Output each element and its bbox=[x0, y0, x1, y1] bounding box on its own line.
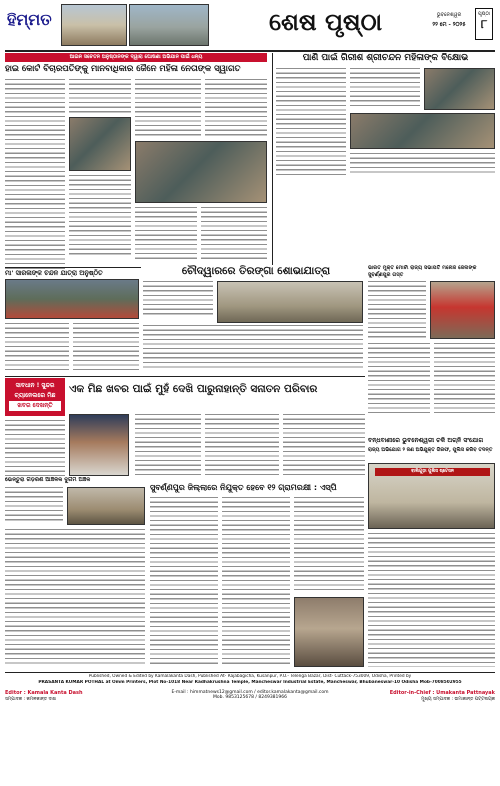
body-text-column bbox=[143, 325, 363, 371]
alert-line: ଚ୍ୟାନେଲରେ ମିଛ bbox=[14, 392, 56, 399]
newspaper-logo bbox=[7, 8, 59, 40]
body-text-column bbox=[73, 323, 139, 373]
logo-text: ହିମ୍ମତ bbox=[7, 10, 52, 29]
article-headline: ସୁବର୍ଣ୍ଣପୁର ଜିଲ୍ଲାରେ ନିଯୁକ୍ତ ହେବେ ୧୨ ଗ୍ରାମରକ୍ଷୀ : ଏସ୍‌ପି bbox=[150, 483, 337, 492]
article-photo bbox=[67, 487, 145, 525]
body-text-column bbox=[205, 414, 279, 476]
article-tiranga-yatra bbox=[143, 265, 365, 373]
chief-editor-label: Editor-in-Chief : Umakanta Pattnayak bbox=[389, 690, 495, 696]
article-fire-incident bbox=[368, 437, 495, 669]
article-gram-rakshi bbox=[150, 483, 364, 669]
footer-chief-editor bbox=[365, 690, 495, 702]
body-text-column bbox=[276, 68, 346, 176]
police-station-sign: ବାଲିଗୁଡ଼ା ପୁଲିସ ଷ୍ଟେସନ bbox=[375, 468, 490, 476]
article-sarala-chandan bbox=[5, 269, 139, 374]
footer-printer-line: PRASANTA KUMAR POTHAL at Omm Printers, Plot No-1018 Near Radhakrushna Temple, Mancheswar Industrial Estate, Mancheswar, Bhubaneswar-10 Odisha Mob-7008502955 bbox=[38, 680, 462, 685]
article-headline: ଏକ ମିଛ ଖବର ପାଇଁ ମୁହଁ ଦେଖି ପାରୁନାହାନ୍ତି ସନାତନ ପରିବାର bbox=[69, 383, 318, 395]
footer-mobile: Mob. 9853125678 / 8249381966 bbox=[213, 695, 287, 700]
article-remote-area bbox=[5, 477, 145, 669]
article-photo bbox=[424, 68, 495, 110]
article-headline: ଭେନ୍ତୁରା ଗଡ଼ରିଣି ଆଞ୍ଚଳିକ ଦୁର୍ଗମ ଅଞ୍ଚଳ bbox=[5, 477, 91, 483]
masthead bbox=[5, 4, 495, 48]
bridge-photo bbox=[129, 4, 209, 46]
body-text-column bbox=[434, 343, 495, 413]
column-rule bbox=[272, 53, 273, 265]
body-text-column bbox=[69, 79, 131, 115]
date-block bbox=[425, 12, 473, 29]
alert-line: ସାବଧାନ ! ସୁନ୍ଦର bbox=[15, 382, 55, 389]
body-text-column bbox=[5, 420, 65, 476]
body-text-column bbox=[150, 497, 218, 667]
body-text-column bbox=[368, 533, 495, 667]
alert-line: ଖବର ଦେଖନ୍ତି bbox=[9, 401, 61, 411]
article-headline: ଭାରତ ମୁକ୍ତ ମୋର୍ଚା ରାଜ୍ୟ ସଭାପତି ମନୋଜ ଜେନାଙ୍କ ସୁବର୍ଣ୍ଣପୁର ଗସ୍ତ bbox=[368, 265, 477, 278]
body-text-column bbox=[283, 414, 365, 476]
body-text-column bbox=[5, 79, 65, 269]
footer-publisher-line: Published, Owned & Edited by Kamalakanta Dash, Published At- Rajabagicha, Kusanpur, P.O.- Telenga Bazar, Dist- Cuttack-753009, Odisha, Printed by bbox=[88, 674, 412, 679]
article-photo bbox=[135, 141, 267, 203]
person-photo bbox=[69, 414, 129, 476]
page-number-box bbox=[475, 8, 493, 40]
alert-box bbox=[5, 378, 65, 416]
body-text-column bbox=[222, 497, 290, 667]
article-photo bbox=[350, 113, 495, 149]
body-text-column bbox=[205, 79, 267, 139]
body-text-column bbox=[143, 281, 213, 317]
body-text-column bbox=[350, 153, 495, 176]
body-text-column bbox=[350, 68, 420, 108]
date-label: ଭୁବନେଶ୍ୱର bbox=[436, 12, 462, 18]
chief-editor-sub: ମୁଖ୍ୟ ସମ୍ପାଦକ : ଉମାକାନ୍ତ ପଟ୍ଟନାୟକ bbox=[421, 697, 495, 702]
footer-contact bbox=[135, 690, 365, 700]
article-headline: ଚୌଦ୍ୱାରରେ ତିରଙ୍ଗା ଶୋଭାଯାତ୍ରା bbox=[181, 265, 331, 277]
temple-photo bbox=[61, 4, 127, 46]
article-photo bbox=[69, 117, 131, 171]
body-text-column bbox=[5, 487, 63, 523]
section-rule bbox=[5, 376, 365, 377]
footer-email[interactable]: E-mail : himmatnews12@gmail.com / editor.kamalakanta@gmail.com bbox=[171, 690, 329, 695]
page-label: ପୃଷ୍ଠା bbox=[478, 11, 490, 17]
article-photo bbox=[5, 279, 139, 319]
article-headline: ପାଣି ପାଇଁ ଗିରୀଶ ଶ୍ରୀଚନ୍ଦନ ମହିଳାଙ୍କ ବିକ୍ଷୋଭ bbox=[302, 53, 469, 63]
footer-editor bbox=[5, 690, 135, 702]
editor-label: Editor : Kamala Kanta Dash bbox=[5, 690, 83, 696]
body-text-column bbox=[135, 414, 201, 476]
body-text-column bbox=[201, 207, 267, 259]
body-text-column bbox=[135, 79, 201, 139]
editor-sub: ସମ୍ପାଦକ : କମଳକାନ୍ତ ଦାଶ bbox=[5, 697, 56, 702]
body-text-column bbox=[294, 497, 364, 593]
masthead-rule bbox=[5, 50, 495, 52]
date-value: ୨୨ ମେ - ୨୦୨୫ bbox=[432, 22, 466, 28]
footer bbox=[5, 674, 495, 782]
body-text-column bbox=[5, 529, 145, 667]
article-manoj-jena bbox=[368, 265, 495, 435]
article-headline: ବନ୍ଧବାଣୀରେ ଭୁବନେଶ୍ୱରୀ ଚକି ଅଗ୍ନି ସଂଯୋଗ bbox=[368, 437, 484, 444]
meeting-photo bbox=[294, 597, 364, 667]
article-photo bbox=[430, 281, 495, 339]
article-water-protest bbox=[276, 53, 495, 178]
body-text-column bbox=[5, 323, 69, 373]
body-text-column bbox=[135, 207, 197, 259]
body-text-column bbox=[69, 175, 131, 257]
body-text-column bbox=[368, 281, 426, 339]
footer-rule bbox=[5, 672, 495, 673]
police-station-photo bbox=[368, 463, 495, 529]
section-rule bbox=[5, 267, 141, 268]
article-headline: ମା' ସାରଳାଙ୍କ ଚନ୍ଦନ ଯାତ୍ରା ଅନୁଷ୍ଠିତ bbox=[5, 269, 103, 277]
article-headline: ହାଇ କୋର୍ଟ ବିଚାରପତିଙ୍କୁ ମାନବାଧିକାର ଜୈନେ ମହିଳା ନେତାଙ୍କ ସ୍ୱାଗତ bbox=[5, 64, 241, 74]
article-kicker: ଆଇନ ସଚେତନ ଅନୁଷ୍ଠାନଙ୍କ ଦ୍ୱାରା ଘୋଷଣା ଅଭିଯାନ ପାଇଁ ଧନ୍ୟ bbox=[5, 53, 267, 62]
body-text-column bbox=[368, 343, 430, 413]
article-subheadline: ରାଜ୍ୟ ଅଭିଯୋଗ ୨ ଜଣ ଅଭିଯୁକ୍ତ ଗିରଫ, ପୁଲିସ କରିବ ତଦନ୍ତ bbox=[368, 447, 493, 453]
article-photo bbox=[217, 281, 363, 323]
article-hc-judge bbox=[5, 53, 270, 265]
page-number: ୮ bbox=[480, 17, 488, 31]
section-title: ଶେଷ ପୃଷ୍ଠା bbox=[269, 7, 383, 36]
